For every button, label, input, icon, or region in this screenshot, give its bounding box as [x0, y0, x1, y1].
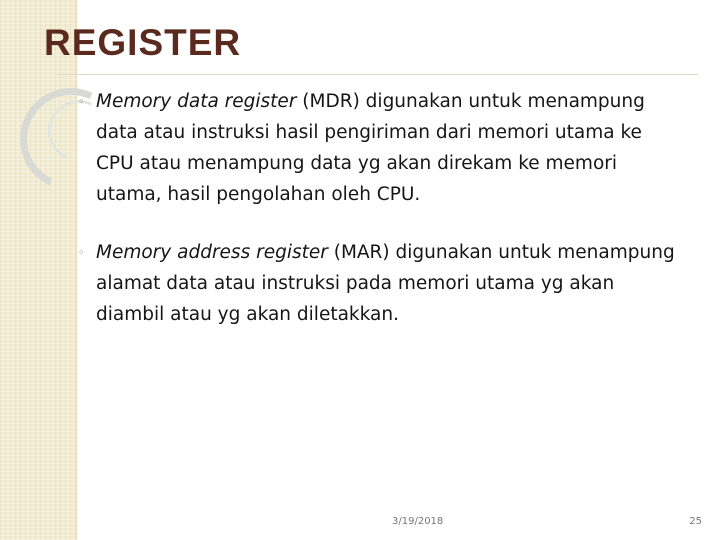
decorative-side-stripe: [0, 0, 77, 540]
title-divider: [58, 74, 698, 75]
bullet-item-mdr: [78, 86, 678, 210]
footer-page-number: 25: [689, 516, 702, 527]
bullet-marker-icon: ◦: [78, 95, 85, 108]
bullet-marker-icon: ◦: [78, 246, 85, 259]
slide-title: REGISTER: [44, 22, 242, 63]
bullet-text-mdr: (MDR) digunakan untuk menampung data atau instruksi hasil pengiriman dari memori utama ke CPU atau menampung data yg akan direkam ke memori utama, hasil pengolahan oleh CPU.: [96, 91, 645, 205]
bullet-item-mar: [78, 237, 678, 330]
bullet-term-mdr: Memory data register: [96, 91, 297, 112]
footer-date: 3/19/2018: [392, 516, 444, 527]
bullet-list: [78, 86, 678, 330]
bullet-term-mar: Memory address register: [96, 242, 328, 263]
bullet-text-mar: (MAR) digunakan untuk menampung alamat data atau instruksi pada memori utama yg akan diambil atau yg akan diletakkan.: [96, 242, 675, 325]
